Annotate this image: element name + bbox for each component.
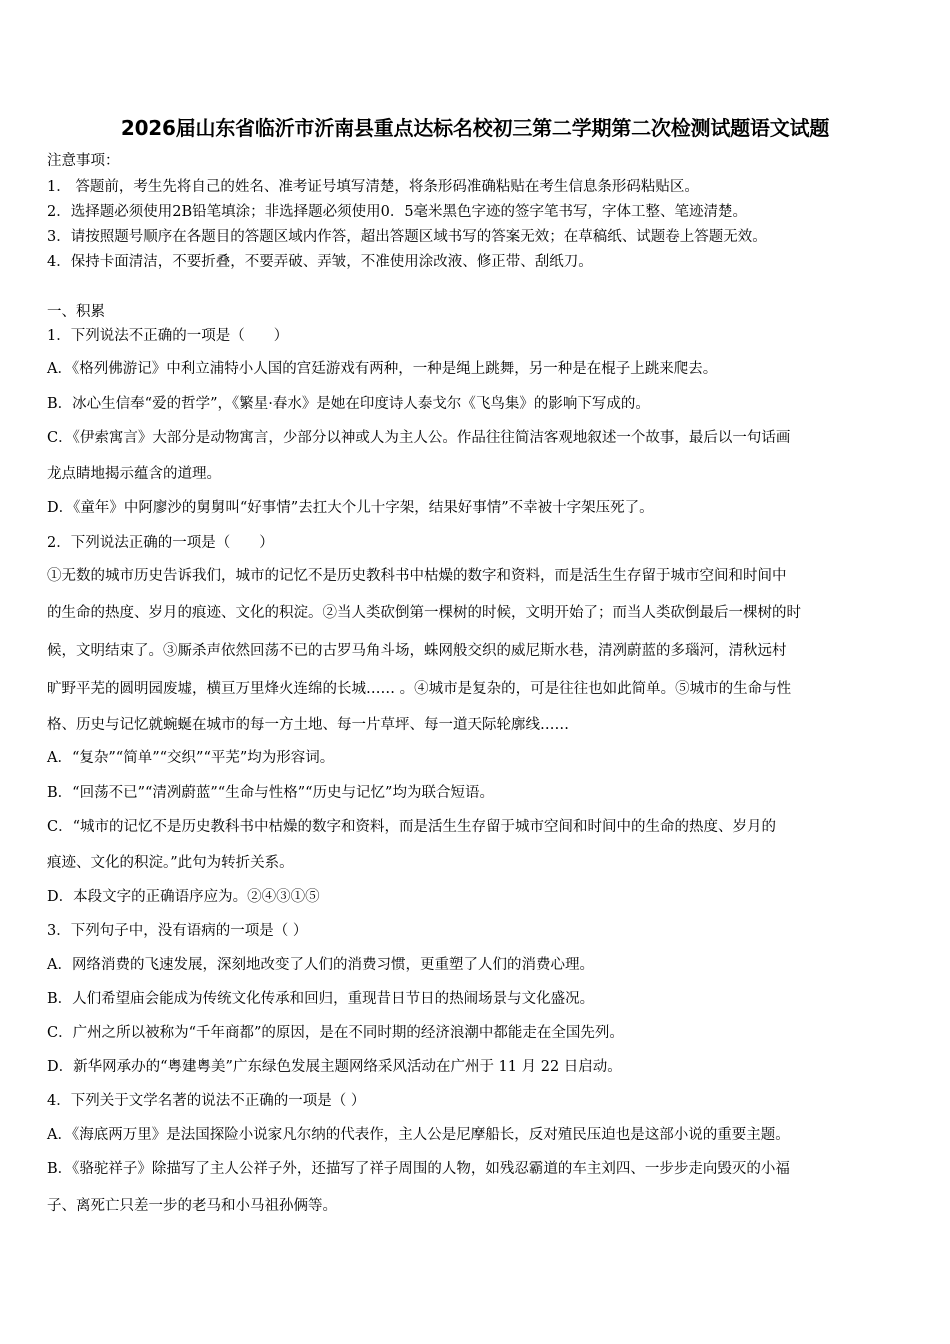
- question-2-stem: 2．下列说法正确的一项是（ ）: [47, 535, 274, 551]
- question-2-passage-line5: 格、历史与记忆就蜿蜒在城市的每一方土地、每一片草坪、每一道天际轮廓线……: [47, 717, 569, 733]
- question-3-option-a: A．网络消费的飞速发展，深刻地改变了人们的消费习惯，更重塑了人们的消费心理。: [47, 957, 594, 973]
- question-2-passage-line4: 旷野平芜的圆明园废墟，横亘万里烽火连绵的长城…… 。④城市是复杂的，可是往往也如此简单。⑤城市的生命与性: [47, 681, 792, 697]
- question-3-option-d: D．新华网承办的“粤建粤美”广东绿色发展主题网络采风活动在广州于 11 月 22 日启动。: [47, 1059, 622, 1075]
- question-3-stem: 3．下列句子中，没有语病的一项是（ ）: [47, 923, 308, 939]
- page-title: 2026届山东省临沂市沂南县重点达标名校初三第二学期第二次检测试题语文试题: [120, 116, 830, 140]
- notice-item-4: 4．保持卡面清洁，不要折叠，不要弄破、弄皱，不准使用涂改液、修正带、刮纸刀。: [47, 254, 593, 270]
- question-1-stem: 1．下列说法不正确的一项是（ ）: [47, 328, 289, 344]
- question-1-option-a: A．《格列佛游记》中利立浦特小人国的宫廷游戏有两种，一种是绳上跳舞，另一种是在棍子上跳来爬去。: [47, 361, 718, 377]
- question-1-option-c-line2: 龙点睛地揭示蕴含的道理。: [47, 466, 221, 482]
- notice-item-2: 2．选择题必须使用2B铅笔填涂；非选择题必须使用0．5毫米黑色字迹的签字笔书写，字体工整、笔迹清楚。: [47, 204, 748, 220]
- question-2-option-c-line2: 痕迹、文化的积淀。”此句为转折关系。: [47, 855, 294, 871]
- question-2-passage-line1: ①无数的城市历史告诉我们，城市的记忆不是历史教科书中枯燥的数字和资料，而是活生生存留于城市空间和时间中: [47, 568, 787, 584]
- question-2-option-c-line1: C．“城市的记忆不是历史教科书中枯燥的数字和资料，而是活生生存留于城市空间和时间中的生命的热度、岁月的: [47, 819, 777, 835]
- section-heading: 一、积累: [47, 304, 105, 320]
- question-2-passage-line3: 候，文明结束了。③厮杀声依然回荡不已的古罗马角斗场，蛛网般交织的威尼斯水巷，清冽蔚蓝的多瑙河，清秋远村: [47, 643, 787, 659]
- question-4-stem: 4．下列关于文学名著的说法不正确的一项是（ ）: [47, 1093, 366, 1109]
- question-4-option-b-line1: B．《骆驼祥子》除描写了主人公祥子外，还描写了祥子周围的人物，如残忍霸道的车主刘四、一步步走向毁灭的小福: [47, 1161, 790, 1177]
- question-1-option-b: B．冰心生信奉“爱的哲学”，《繁星·春水》是她在印度诗人泰戈尔《飞鸟集》的影响下写成的。: [47, 396, 650, 412]
- notice-heading: 注意事项：: [47, 153, 120, 169]
- question-2-option-a: A．“复杂”“简单”“交织”“平芜”均为形容词。: [47, 750, 335, 766]
- question-4-option-b-line2: 子、离死亡只差一步的老马和小马祖孙俩等。: [47, 1198, 337, 1214]
- question-2-option-d: D．本段文字的正确语序应为。②④③①⑤: [47, 889, 320, 905]
- question-1-option-c-line1: C．《伊索寓言》大部分是动物寓言，少部分以神或人为主人公。作品往往简洁客观地叙述一个故事，最后以一句话画: [47, 430, 791, 446]
- question-4-option-a: A．《海底两万里》是法国探险小说家凡尔纳的代表作，主人公是尼摩船长，反对殖民压迫也是这部小说的重要主题。: [47, 1127, 790, 1143]
- question-2-option-b: B．“回荡不已”“清冽蔚蓝”“生命与性格”“历史与记忆”均为联合短语。: [47, 785, 494, 801]
- notice-item-3: 3．请按照题号顺序在各题目的答题区域内作答，超出答题区域书写的答案无效；在草稿纸、试题卷上答题无效。: [47, 229, 767, 245]
- question-3-option-b: B．人们希望庙会能成为传统文化传承和回归，重现昔日节日的热闹场景与文化盛况。: [47, 991, 595, 1007]
- question-2-passage-line2: 的生命的热度、岁月的痕迹、文化的积淀。②当人类砍倒第一棵树的时候，文明开始了；而当人类砍倒最后一棵树的时: [47, 605, 801, 621]
- question-3-option-c: C．广州之所以被称为“千年商都”的原因，是在不同时期的经济浪潮中都能走在全国先列。: [47, 1025, 624, 1041]
- notice-item-1: 1． 答题前，考生先将自己的姓名、准考证号填写清楚，将条形码准确粘贴在考生信息条形码粘贴区。: [47, 179, 699, 195]
- question-1-option-d: D．《童年》中阿廖沙的舅舅叫“好事情”去扛大个儿十字架，结果好事情”不幸被十字架压死了。: [47, 500, 654, 516]
